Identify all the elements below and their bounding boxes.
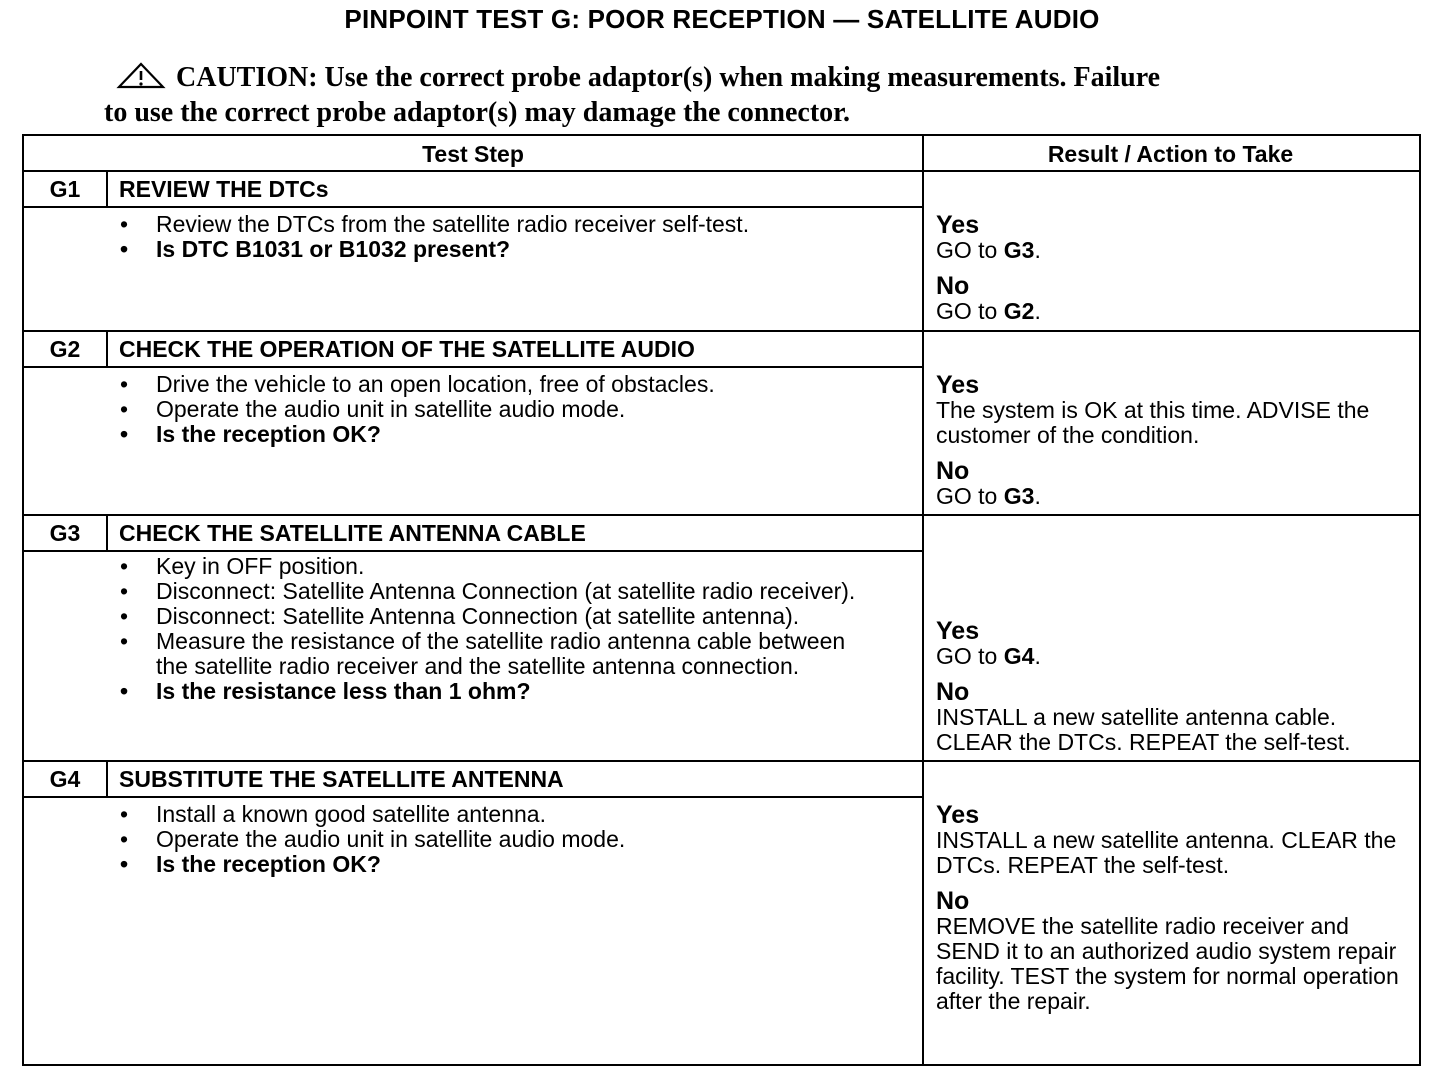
warning-triangle-icon	[116, 62, 166, 97]
yes-action: GO to G4.	[936, 643, 1041, 669]
step-id: G4	[24, 762, 108, 796]
yes-label: Yes	[936, 801, 980, 829]
instruction-item: • Operate the audio unit in satellite audio mode.	[116, 827, 916, 852]
step-id: G3	[24, 516, 108, 550]
no-label: No	[936, 678, 970, 706]
step-question: • Is the reception OK?	[116, 422, 916, 447]
step-instructions	[116, 554, 916, 704]
no-step-ref: G2	[1003, 298, 1035, 324]
step-header	[24, 172, 922, 208]
no-action: REMOVE the satellite radio receiver and SEND it to an authorized audio system repair facility. TEST the system for normal operation after the repair.	[936, 913, 1399, 1014]
step-question: • Is the resistance less than 1 ohm?	[116, 679, 916, 704]
step-title: CHECK THE OPERATION OF THE SATELLITE AUDIO	[119, 336, 695, 362]
no-action: GO to G3.	[936, 483, 1041, 509]
step-header	[24, 762, 922, 798]
step-row-g4	[24, 760, 1419, 1064]
step-title: SUBSTITUTE THE SATELLITE ANTENNA	[119, 766, 564, 792]
instruction-item: • Review the DTCs from the satellite radio receiver self-test.	[116, 212, 916, 237]
step-result	[936, 802, 1416, 1014]
step-title: REVIEW THE DTCs	[119, 176, 329, 202]
yes-step-ref: G4	[1003, 643, 1035, 669]
step-id: G2	[24, 332, 108, 366]
step-result	[936, 618, 1416, 755]
yes-label: Yes	[936, 617, 980, 645]
step-result	[936, 372, 1416, 509]
header-test-step: Test Step	[24, 136, 922, 172]
caution-note	[104, 62, 1364, 128]
instruction-item: • Key in OFF position.	[116, 554, 916, 579]
no-label: No	[936, 457, 970, 485]
instruction-item: • Drive the vehicle to an open location, free of obstacles.	[116, 372, 916, 397]
caution-line-2: to use the correct probe adaptor(s) may damage the connector.	[104, 97, 851, 128]
step-header	[24, 332, 922, 368]
step-title: CHECK THE SATELLITE ANTENNA CABLE	[119, 520, 586, 546]
no-step-ref: G3	[1003, 483, 1035, 509]
instruction-item: • Measure the resistance of the satellite radio antenna cable between the satellite radio receiver and the satellite antenna connection.	[116, 629, 916, 679]
step-id: G1	[24, 172, 108, 206]
yes-label: Yes	[936, 211, 980, 239]
step-question: • Is the reception OK?	[116, 852, 916, 877]
page-title: PINPOINT TEST G: POOR RECEPTION — SATELLITE AUDIO	[344, 4, 1100, 34]
header-result-action: Result / Action to Take	[922, 136, 1419, 172]
no-label: No	[936, 887, 970, 915]
pinpoint-test-table	[22, 134, 1421, 1066]
yes-action: INSTALL a new satellite antenna. CLEAR the DTCs. REPEAT the self-test.	[936, 827, 1397, 878]
step-header	[24, 516, 922, 552]
yes-action: The system is OK at this time. ADVISE the customer of the condition.	[936, 397, 1370, 448]
step-question: • Is DTC B1031 or B1032 present?	[116, 237, 916, 262]
instruction-item: • Disconnect: Satellite Antenna Connection (at satellite radio receiver).	[116, 579, 916, 604]
yes-step-ref: G3	[1003, 237, 1035, 263]
yes-action: GO to G3.	[936, 237, 1041, 263]
instruction-item: • Install a known good satellite antenna.	[116, 802, 916, 827]
no-action: GO to G2.	[936, 298, 1041, 324]
instruction-item: • Disconnect: Satellite Antenna Connection (at satellite antenna).	[116, 604, 916, 629]
step-instructions	[116, 802, 916, 877]
step-row-g2	[24, 330, 1419, 514]
step-row-g3	[24, 514, 1419, 760]
caution-line-1: CAUTION: Use the correct probe adaptor(s) when making measurements. Failure	[176, 62, 1161, 93]
step-result	[936, 212, 1416, 324]
instruction-item: • Operate the audio unit in satellite audio mode.	[116, 397, 916, 422]
step-instructions	[116, 372, 916, 447]
step-row-g1	[24, 172, 1419, 330]
no-action: INSTALL a new satellite antenna cable. CLEAR the DTCs. REPEAT the self-test.	[936, 704, 1351, 755]
step-instructions	[116, 212, 916, 262]
no-label: No	[936, 272, 970, 300]
yes-label: Yes	[936, 371, 980, 399]
